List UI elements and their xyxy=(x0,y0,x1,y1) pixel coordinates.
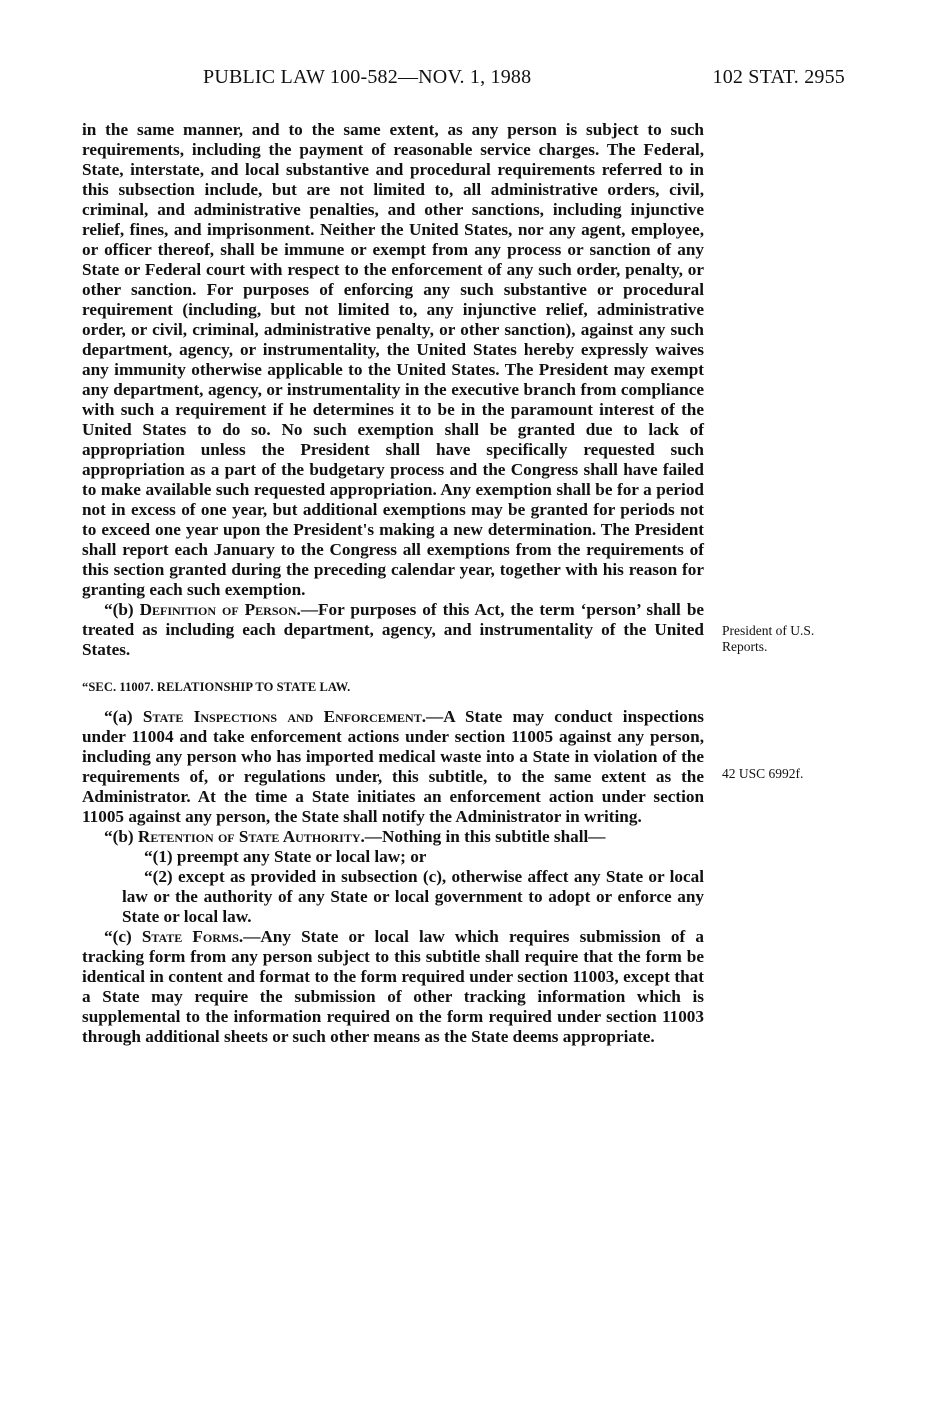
subsection-lead: “(a) xyxy=(104,707,143,726)
subsection-text: —Nothing in this subtitle shall— xyxy=(364,827,606,846)
paragraph-continued: in the same manner, and to the same extent, as any person is subject to such requirements, including the payment of reasonable service charges. The Federal, State, interstate, and local substantive and procedural requirements referred to in this subsection include, but are not limited to, all administrative orders, civil, criminal, and administrative penalties, and other sanctions, including injunctive relief, fines, and imprisonment. Neither the United States, nor any agent, employee, or officer thereof, shall be immune or exempt from any process or sanction of any State or Federal court with respect to the enforcement of any such order, penalty, or other sanction. For purposes of enforcing any such substantive or procedural requirement (including, but not limited to, any injunctive relief, administrative order, or civil, criminal, administrative penalty, or other sanction), against any such department, agency, or instrumentality, the United States hereby expressly waives any immunity otherwise applicable to the United States. The President may exempt any department, agency, or instrumentality in the executive branch from compliance with such a requirement if he determines it to be in the paramount interest of the United States to do so. No such exemption shall be granted due to lack of appropriation unless the President shall have specifically requested such appropriation as a part of the budgetary process and the Congress shall have failed to make available such requested appropriation. Any exemption shall be for a period not in excess of one year, but additional exemptions may be granted for periods not to exceed one year upon the President's making a new determination. The President shall report each January to the Congress all exemptions from the requirements of this section granted during the preceding calendar year, together with his reason for granting each such exemption. xyxy=(82,120,704,599)
subsection-text: —For purposes of this Act, the term ‘person’ shall be treated as including each department, agency, and instrumentality of the United States. xyxy=(82,600,705,659)
subsection-heading: State Forms. xyxy=(141,927,244,946)
subsection-b-definition-of-person xyxy=(82,600,704,660)
subsection-a-state-inspections xyxy=(82,707,704,827)
subsection-lead: “(b) xyxy=(104,827,138,846)
subsection-text: —Any State or local law which requires submission of a tracking form from any person subject to this subtitle shall require that the form be identical in content and format to the form required under section 11003, except that a State may require the submission of other tracking information which is supplemental to the information required on the form required under section 11003 through additional sheets or such other means as the State deems appropriate. xyxy=(82,927,704,1046)
margin-note-line: President of U.S. xyxy=(722,623,815,638)
running-head xyxy=(0,66,943,96)
subsection-heading: Definition of Person. xyxy=(139,600,301,619)
page-header-stat-citation: 102 STAT. 2955 xyxy=(712,66,845,88)
subsection-lead: “(c) xyxy=(104,927,142,946)
list-item-1: “(1) preempt any State or local law; or xyxy=(144,847,427,866)
main-text xyxy=(82,120,704,1047)
subsection-text: —A State may conduct inspections under 11004 and take enforcement actions under section 11005 against any person, including any person who has imported medical waste into a State in violation of the requirements of, or regulations under, this subtitle, to the same extent as the Administrator. At the time a State initiates an enforcement action under section 11005 against any person, the State shall notify the Administrator in writing. xyxy=(82,707,704,826)
margin-note-president-reports xyxy=(722,623,862,655)
subsection-heading: State Inspections and Enforcement. xyxy=(142,707,427,726)
subsection-heading: Retention of State Authority. xyxy=(137,827,365,846)
subsection-c-state-forms xyxy=(82,927,704,1047)
page-header-title: PUBLIC LAW 100-582—NOV. 1, 1988 xyxy=(203,66,532,88)
subsection-b-retention-of-state-authority xyxy=(82,827,704,847)
list-item-2: “(2) except as provided in subsection (c), otherwise affect any State or local law or the authority of any State or local government to adopt or enforce any State or local law. xyxy=(122,867,704,926)
subsection-lead: “(b) xyxy=(104,600,140,619)
margin-note-line: Reports. xyxy=(722,639,768,654)
section-heading: “SEC. 11007. RELATIONSHIP TO STATE LAW. xyxy=(82,680,351,694)
margin-note-usc-citation: 42 USC 6992f. xyxy=(722,766,804,781)
